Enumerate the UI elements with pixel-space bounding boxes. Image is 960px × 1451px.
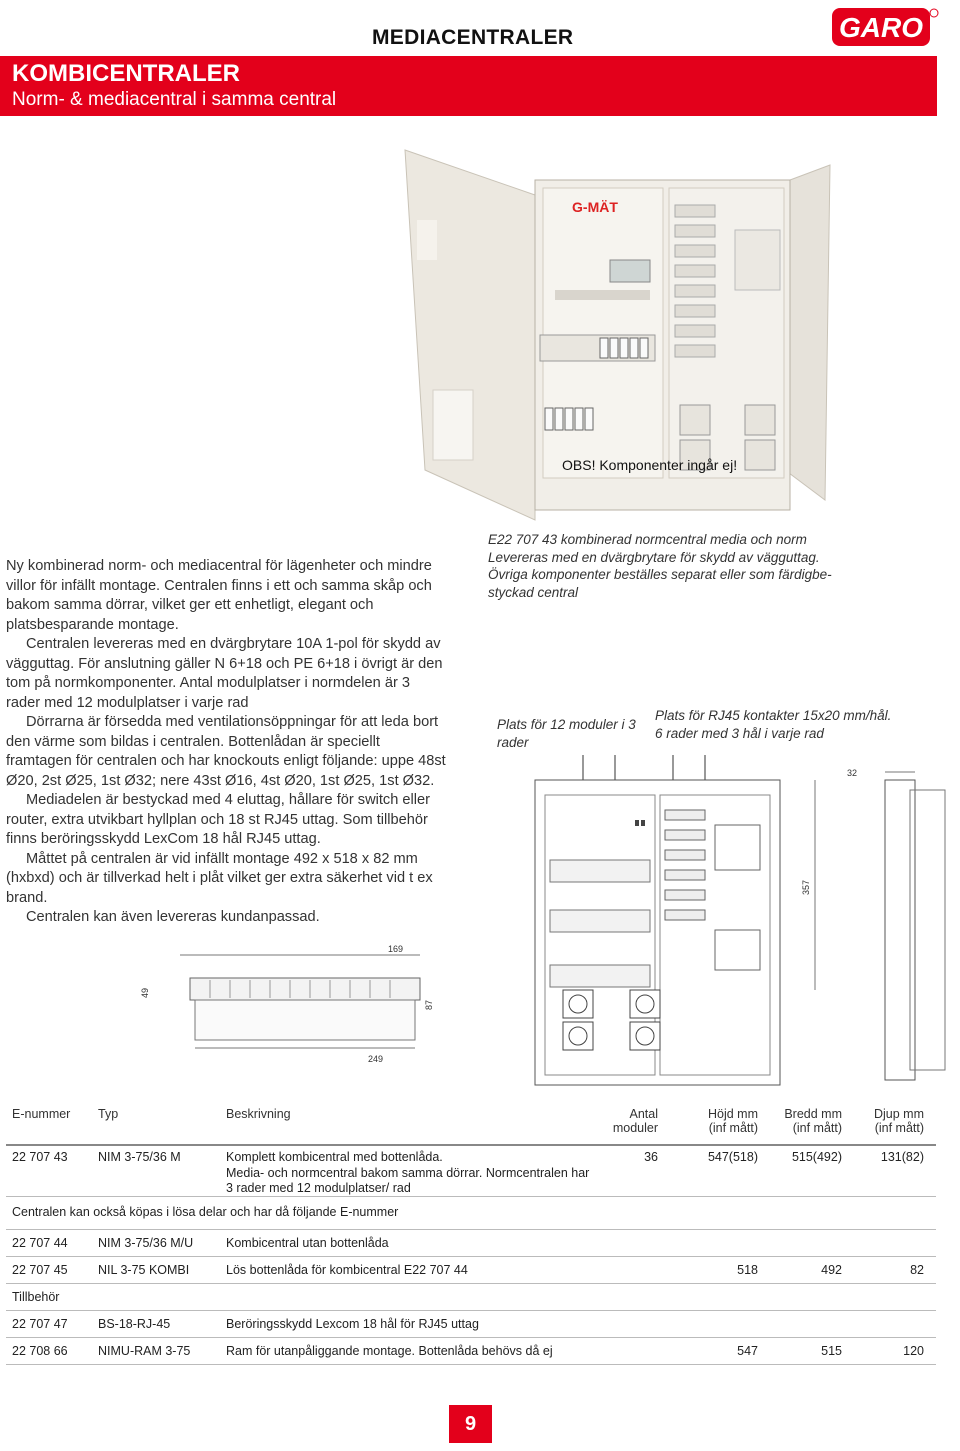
label-rj45 (655, 707, 945, 743)
technical-drawing (515, 750, 955, 1090)
label-rj45-line1: Plats för RJ45 kontakter 15x20 mm/hål. (655, 708, 892, 723)
table-section-tillbehor: Tillbehör (6, 1284, 936, 1311)
col-beskrivning: Beskrivning (226, 1107, 291, 1121)
page-title: KOMBICENTRALER (12, 60, 240, 87)
paragraph-custom: Centralen kan även levereras kundanpassad. (26, 909, 320, 925)
page-number: 9 (449, 1405, 492, 1443)
page-subtitle: Norm- & mediacentral i samma central (12, 89, 337, 110)
table-row: 22 707 44 NIM 3-75/36 M/U Kombicentral utan bottenlåda (6, 1230, 936, 1257)
bottom-drawing (140, 940, 440, 1070)
dim-49: 49 (140, 987, 150, 998)
product-summary (488, 531, 848, 601)
col-hojd: Höjd mm (inf mått) (707, 1107, 758, 1135)
dim-169: 169 (388, 944, 404, 954)
description-text (6, 557, 446, 928)
col-typ: Typ (98, 1107, 119, 1121)
table-section-note: Centralen kan också köpas i lösa delar och har då följande E-nummer (6, 1197, 936, 1230)
dim-249: 249 (368, 1054, 384, 1064)
col-enummer: E-nummer (12, 1107, 71, 1121)
paragraph-dimensions: Måttet på centralen är vid infällt montage 492 x 518 x 82 mm (hxbxd) och är tillverkad helt i plåt vilket ger extra säkerhet vid t ex brand. (6, 850, 433, 906)
table-header (6, 1102, 936, 1146)
logo-text: GARO (839, 12, 923, 43)
table-row: 22 708 66 NIMU-RAM 3-75 Ram för utanpåliggande montage. Bottenlåda behövs då ej 547 515 120 (6, 1338, 936, 1365)
section-title: MEDIACENTRALER (372, 26, 574, 49)
gmat-brand: G-MÄT (572, 199, 618, 215)
label-module-slots: Plats för 12 moduler i 3 rader (497, 717, 636, 750)
col-djup: Djup mm (inf mått) (873, 1107, 924, 1135)
paragraph-intro: Ny kombinerad norm- och mediacentral för lägenheter och mindre villor för infällt montage. Centralen finns i ett och samma skåp och bakom samma dörrar, vilket ger ett enhetligt, elegant och platsbesparande montage. (6, 558, 432, 633)
table-row: 22 707 45 NIL 3-75 KOMBI Lös bottenlåda för kombicentral E22 707 44 518 492 82 (6, 1257, 936, 1284)
spec-table (6, 1102, 936, 1365)
dim-357: 357 (801, 879, 811, 895)
dim-87: 87 (424, 999, 434, 1010)
table-row: 22 707 43 NIM 3-75/36 M Komplett kombicentral med bottenlåda. Media- och normcentral bakom samma dörrar. Normcentralen har 3 rader med 12 modulplatser/ rad 36 547(518) 515(492) 131(82) (6, 1146, 936, 1197)
paragraph-doors: Dörrarna är försedda med ventilationsöppningar för att leda bort den värme som bildas i centralen. Bottenlådan är speciellt framtagen för centralen och har knockouts enligt följande: uppe 48st Ø20, 2st Ø25, 1st Ø32; nere 43st Ø16, 4st Ø20, 1st Ø25, 1st Ø32. (6, 714, 446, 789)
col-antal: Antal moduler (612, 1107, 658, 1135)
label-rj45-line2: 6 rader med 3 hål i varje rad (655, 726, 824, 741)
summary-line-3: Övriga komponenter beställes separat eller som färdigbe- styckad central (488, 567, 832, 600)
dim-32: 32 (847, 768, 858, 778)
col-bredd: Bredd mm (inf mått) (784, 1107, 842, 1135)
summary-line-1: E22 707 43 kombinerad normcentral media och norm (488, 532, 807, 547)
summary-line-2: Levereras med en dvärgbrytare för skydd av vägguttag. (488, 549, 820, 565)
components-note: OBS! Komponenter ingår ej! (562, 457, 738, 473)
table-row: 22 707 47 BS-18-RJ-45 Beröringsskydd Lexcom 18 hål för RJ45 uttag (6, 1311, 936, 1338)
garo-logo (830, 6, 940, 48)
paragraph-delivery: Centralen levereras med en dvärgbrytare 10A 1-pol för skydd av vägguttag. För anslutning gäller N 6+18 och PE 6+18 i övrigt är den tom på normkomponenter. Antal modulplatser i normdelen är 3 rader med 12 modulplatser i varje rad (6, 636, 443, 711)
paragraph-media: Mediadelen är bestyckad med 4 eluttag, hållare för switch eller router, extra utvikbart hyllplan och 18 st RJ45 uttag. Som tillbehör finns beröringsskydd LexCom 18 hål RJ45 uttag. (6, 792, 430, 847)
